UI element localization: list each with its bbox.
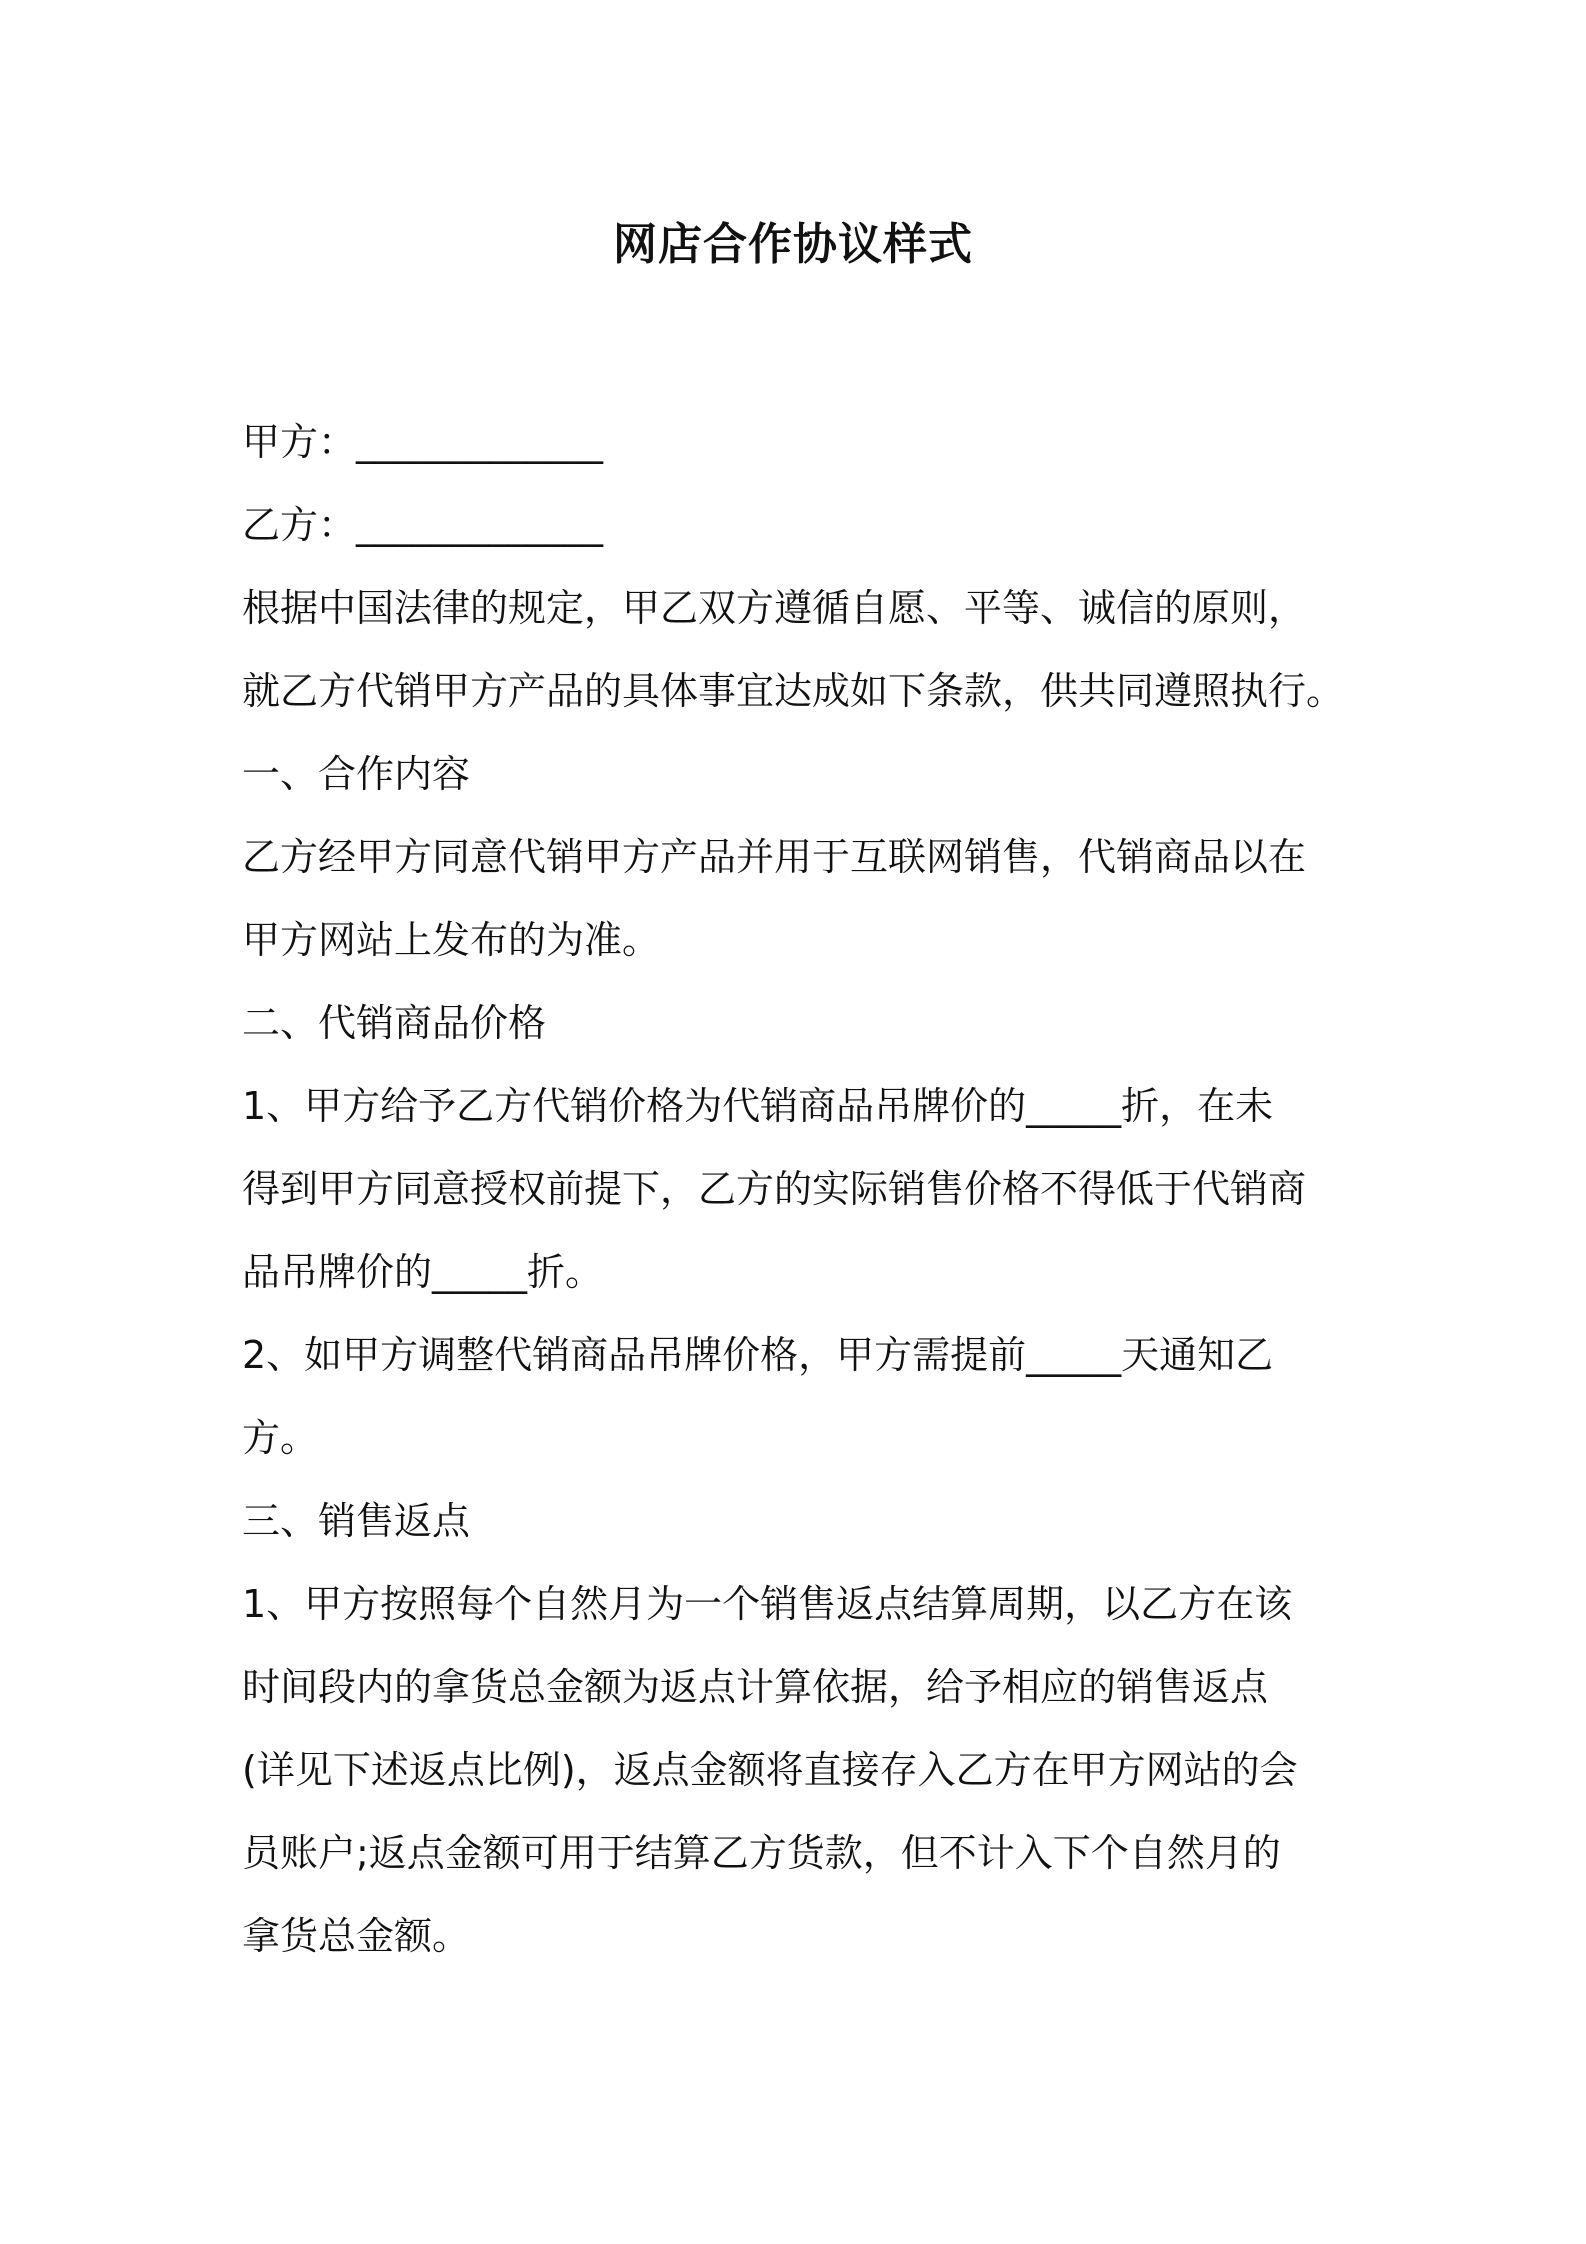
section-2-clause-2-line-1: 2、如甲方调整代销商品吊牌价格，甲方需提前_____天通知乙 [242,1333,1274,1377]
document-body [242,401,1362,1978]
preamble-line-2: 就乙方代销甲方产品的具体事宜达成如下条款，供共同遵照执行。 [242,669,1345,713]
section-3-clause-1-line-1: 1、甲方按照每个自然月为一个销售返点结算周期，以乙方在该 [242,1582,1293,1626]
preamble-line-1: 根据中国法律的规定，甲乙双方遵循自愿、平等、诚信的原则， [242,586,1307,630]
section-2-clause-1-line-3: 品吊牌价的_____折。 [242,1250,604,1294]
section-3-clause-1-line-5: 拿货总金额。 [242,1914,471,1958]
party-a-line: 甲方：_____________ [242,420,604,464]
section-3-clause-1-line-4: 员账户;返点金额可用于结算乙方货款，但不计入下个自然月的 [242,1831,1281,1875]
party-b-line: 乙方：_____________ [242,503,604,547]
section-1-line-2: 甲方网站上发布的为准。 [242,918,661,962]
section-heading-1: 一、合作内容 [242,752,471,796]
section-heading-3: 三、销售返点 [242,1499,471,1543]
section-3-clause-1-line-2: 时间段内的拿货总金额为返点计算依据，给予相应的销售返点 [242,1665,1269,1709]
section-1-line-1: 乙方经甲方同意代销甲方产品并用于互联网销售，代销商品以在 [242,835,1307,879]
section-heading-2: 二、代销商品价格 [242,1001,547,1045]
section-2-clause-1-line-1: 1、甲方给予乙方代销价格为代销商品吊牌价的_____折，在未 [242,1084,1274,1128]
section-2-clause-1-line-2: 得到甲方同意授权前提下，乙方的实际销售价格不得低于代销商 [242,1167,1307,1211]
document-title: 网店合作协议样式 [613,219,973,270]
section-3-clause-1-line-3: (详见下述返点比例)，返点金额将直接存入乙方在甲方网站的会 [242,1748,1298,1792]
section-2-clause-2-line-2: 方。 [242,1416,319,1460]
